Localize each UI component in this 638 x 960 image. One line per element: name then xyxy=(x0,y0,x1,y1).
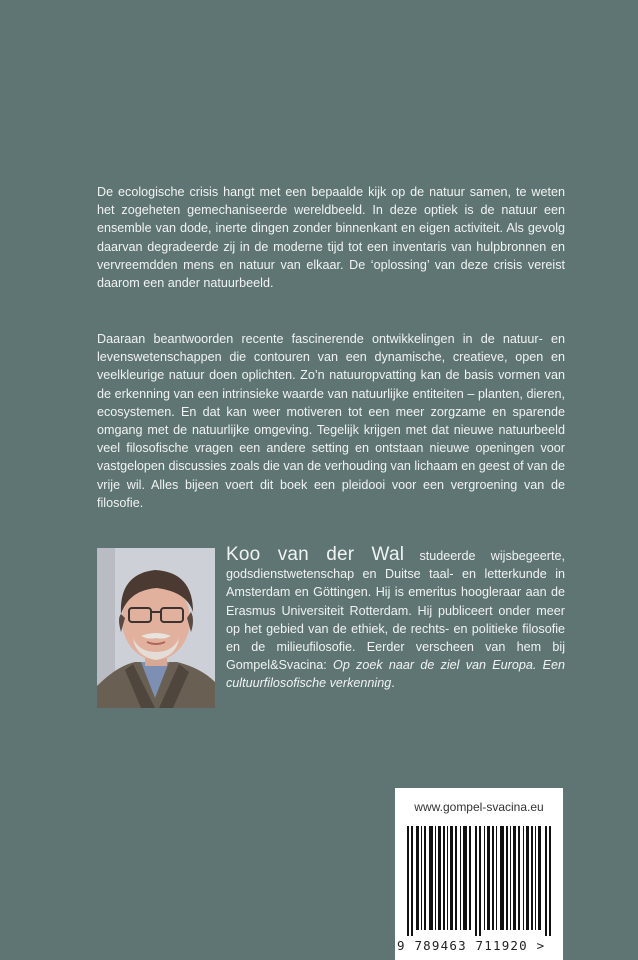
author-bio-text: studeerde wijsbegeerte, godsdienstwetenschap en Duitse taal- en letterkunde in Amsterdam en Göttingen. Hij is emeritus hoogleraar aan de Erasmus Universiteit Rotterdam. Hij publiceert onder meer op het gebied van de ethiek, de rechts- en politieke filosofie en de milieufilosofie. Eerder verscheen van hem bij Gompel&Svacina: xyxy=(226,549,565,673)
previous-book-title: Op zoek naar de ziel van Europa. Een cultuurfilosofische verkenning xyxy=(226,658,565,691)
barcode-panel xyxy=(395,788,563,960)
publisher-url: www.gompel-svacina.eu xyxy=(414,800,544,814)
blurb-paragraph-2: Daaraan beantwoorden recente fascinerende ontwikkelingen in de natuur- en levenswetenschappen die contouren van een dynamische, creatieve, open en veelkleurige natuur doen oplichten. Zo’n natuuropvatting kan de basis vormen van de erkenning van een intrinsieke waarde van natuurlijke entiteiten – planten, dieren, ecosystemen. En dat kan weer motiveren tot een meer zorgzame en sparende omgang met de natuurlijke omgeving. Tegelijk krijgen met dat nieuwe natuurbeeld veel filosofische vragen een andere setting en ontstaan nieuwe openingen voor vastgelopen discussies zoals die van de verhouding van lichaam en geest of van de vrije wil. Alles bijeen voert dit boek een pleidooi voor een vergroening van de filosofie. xyxy=(97,332,565,510)
author-name: Koo van der Wal xyxy=(226,544,405,565)
barcode-icon xyxy=(405,826,553,936)
author-bio xyxy=(226,546,565,693)
blurb-paragraph-1: De ecologische crisis hangt met een bepaalde kijk op de natuur samen, te weten het zogeheten gemechaniseerde wereldbeeld. In deze optiek is de natuur een ensemble van dode, inerte dingen zonder binnenkant en eigen activiteit. Als gevolg daarvan degradeerde zij in de moderne tijd tot een inventaris van hulpbronnen en vervreemdden mens en natuur van elkaar. De ‘oplossing’ van deze crisis vereist daarom een ander natuurbeeld. xyxy=(97,185,565,291)
barcode-digits: 9 789463 711920 > xyxy=(397,938,546,953)
author-portrait xyxy=(97,548,215,708)
author-bio-end: . xyxy=(391,676,395,691)
